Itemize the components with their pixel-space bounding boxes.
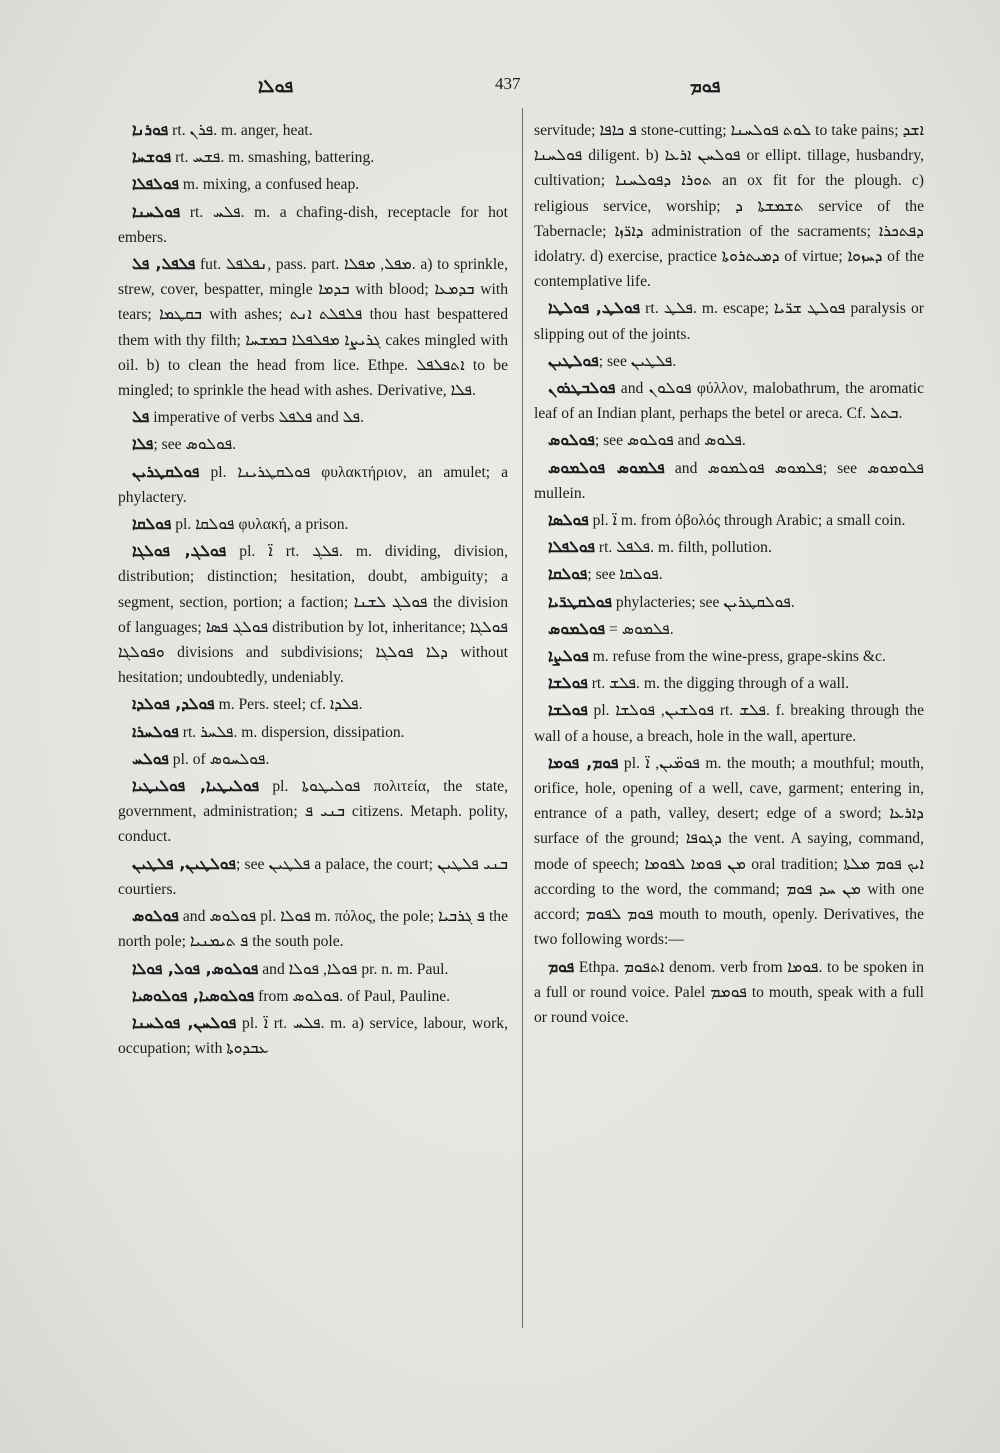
dictionary-entry — [118, 904, 508, 954]
definition-text: pl. ܦܘܡ̈ܝܢ, ܐ̈ m. the mouth; a mouthful; mouth, orifice, hole, opening of a well, cave, garment; entering in, entrance of a path, valley, desert; edge of a sword; ܕܐܪܥܐ surface of the ground; ܕܓܘܦܐ the vent. A saying, command, mode of speech; ܡܢ ܦܘܡܐ ܠܦܘܡܐ oral tradition; ܐܝܟ ܦܘܡ ܡܠܬܐ according to the word, the command; ܡܢ ܚܕ ܦܘܡ with one accord; ܦܘܡ ܠܦܘܡ mouth to mouth, openly. Derivatives, the two following words:— — [534, 754, 925, 949]
definition-text: = ܦܠܡܘܣ. — [605, 620, 674, 638]
definition-text: rt. ܦܪܢ. m. anger, heat. — [168, 122, 313, 139]
definition-text: pl. ܦܘܠܩܐ φυλακή, a prison. — [171, 516, 349, 534]
dictionary-entry — [118, 774, 508, 850]
dictionary-entry — [118, 720, 508, 745]
headword: ܦܘܠܚܢܐ — [132, 202, 181, 221]
headword: ܦܘܠܚܪܐ — [132, 722, 179, 741]
definition-text: pl. ܦܘܠܫܝܢ, ܦܘܠܫܐ rt. ܦܠܫ. f. breaking through the wall of a house, a breach, hole in the wall, aperture. — [534, 702, 925, 745]
headword: ܦܘܠܦܠܐ — [132, 175, 179, 194]
right-column — [534, 118, 924, 1032]
dictionary-entry — [534, 751, 924, 953]
headword: ܦܠܦܠ, ܦܠ — [132, 255, 196, 274]
headword: ܦܘܠܓ, ܦܘܠܓܐ — [132, 542, 227, 561]
headword: ܦܘܠܩܛܪܝܢ — [132, 462, 200, 481]
headword: ܦܘܠܦܠܐ — [548, 538, 595, 557]
dictionary-entry — [534, 376, 924, 426]
headword: ܦܘܠܘܣ, ܦܘܠ, ܦܘܠܐ — [132, 959, 259, 978]
dictionary-entry — [118, 747, 508, 772]
definition-text: rt. ܦܠܛ. m. escape; ܦܘܠܛ ܫܪ̈ܝܐ paralysis or slipping out of the joints. — [534, 300, 924, 343]
definition-text: pl. of ܦܘܠܚܘܣ. — [168, 750, 270, 768]
definition-text: ; see ܦܠܛܝܢ. — [598, 352, 677, 370]
headword: ܦܘܠܕ, ܦܘܠܕܐ — [132, 695, 215, 714]
definition-text: Ethpa. ܐܬܦܘܡ denom. verb from ܦܘܡܐ. to be spoken in a full or round voice. Palel ܦܘܡܡ to mouth, speak with a full or round voice. — [534, 958, 925, 1026]
page-number: 437 — [495, 74, 521, 93]
headword: ܦܘܠܩܛܪ̈ܝܐ — [548, 592, 612, 611]
definition-text: ; see ܦܘܠܘܣ. — [153, 436, 237, 454]
headword: ܦܘܠܚ — [132, 749, 169, 768]
definition-text: ; see ܦܘܠܩܐ. — [587, 566, 663, 584]
definition-text: fut. ܢܦܠܦܠ, pass. part. ܡܦܠ, ܡܦܠܐ. a) to sprinkle, strew, cover, bespatter, mingle ܒܕܡܐ with blood; ܒܕܡܥܐ with tears; ܒܩܛܡܐ with ashes; ܦܠܦܠܬ ܐܢܬ thou hast bespattered them with thy filth; ܓܪܝܨܐ ܡܦܠܦܠܐ ܒܡܫܚܐ cakes mingled with oil. b) to clean the head from lice. Ethpe. ܐܬܦܠܦܠ to be mingled; to sprinkle the head with ashes. Derivative, ܦܠܐ. — [118, 256, 509, 400]
headword: ܦܘܠܚܢ, ܦܘܠܚܢܐ — [132, 1013, 237, 1032]
dictionary-entry — [118, 984, 508, 1009]
headword: ܦܘܠܝܛܝܐ, ܦܘܠܝܛܝܐ — [132, 777, 260, 796]
headword: ܦܘܠܛܝܢ — [548, 351, 599, 370]
definition-text: pl. ܐ̈ rt. ܦܠܓ. m. dividing, division, distribution; distinction; hesitation, doubt, ambiguity; a segment, section, portion; a faction; ܦܘܠܓ ܠܫܢܐ the division of languages; ܦܘܠܓ ܦܣܐ distribution by lot, inheritance; ܦܘܠܓܐ ܘܦܘܠܓܐ divisions and subdivisions; ܕܠܐ ܦܘܠܓܐ without hesitation; undoubtedly, undeniably. — [118, 543, 508, 687]
headword: ܦܘܠܘܣ — [548, 431, 595, 450]
running-header — [130, 72, 920, 102]
headword: ܦܘܠܘܣܝܐ, ܦܘܠܘܣܝܐ — [132, 986, 255, 1005]
definition-text: rt. ܦܫܚ. m. smashing, battering. — [171, 149, 375, 167]
definition-text: m. mixing, a confused heap. — [179, 176, 360, 194]
headword: ܦܘܠܡܘܣ — [548, 619, 606, 638]
headword: ܦܠܡܘܣ ܦܘܠܡܘܣ — [548, 458, 665, 477]
definition-text: ; see ܦܘܠܘܣ and ܦܠܘܣ. — [594, 432, 746, 450]
dictionary-entry — [118, 1011, 508, 1061]
definition-text: from ܦܘܠܘܣ. of Paul, Pauline. — [254, 987, 451, 1005]
definition-text: rt. ܦܠܚܪ. m. dispersion, dissipation. — [178, 723, 405, 741]
dictionary-entry — [534, 562, 924, 587]
dictionary-entry — [534, 508, 924, 533]
column-divider — [522, 108, 523, 1328]
definition-text: pl. ܦܘܠܩܛܪܝܢܐ φυλακτήριον, an amulet; a phylactery. — [118, 463, 509, 506]
dictionary-entry — [534, 617, 924, 642]
definition-text: m. refuse from the wine-press, grape-skins &c. — [588, 648, 886, 666]
dictionary-entry — [534, 428, 924, 453]
headword: ܦܘܠܛܝܢ, ܦܠܛܝܢ — [132, 854, 236, 873]
dictionary-entry — [118, 252, 508, 403]
headword: ܦܘܪܢܐ — [132, 121, 169, 139]
definition-text: and ܦܘܠܐ, ܦܘܠܐ pr. n. m. Paul. — [258, 960, 449, 978]
definition-text: pl. ܐ̈ rt. ܦܠܚ. m. a) service, labour, work, occupation; with ܥܒܕܘܬܐ — [118, 1014, 508, 1058]
headword: ܦܘܠܨܐ — [548, 647, 589, 666]
definition-text: and ܦܘܠܘܢ φύλλον, malobathrum, the aromatic leaf of an Indian plant, perhaps the betel or areca. Cf. ܒܬܠ. — [534, 380, 925, 423]
dictionary-entry — [534, 955, 924, 1031]
header-right-word: ܦܘܡ — [690, 76, 721, 96]
definition-text: rt. ܦܠܦܠ. m. filth, pollution. — [595, 539, 772, 557]
dictionary-entry — [118, 692, 508, 717]
dictionary-entry — [118, 957, 508, 982]
headword: ܦܘܫܚܐ — [132, 148, 172, 167]
definition-text: ; see ܦܠܛܝܢ a palace, the court; ܒܢܝ ܦܠܛܝܢ courtiers. — [118, 855, 508, 898]
dictionary-entry — [118, 118, 508, 143]
dictionary-entry — [118, 852, 508, 902]
dictionary-entry — [534, 535, 924, 560]
dictionary-entry — [534, 456, 924, 506]
headword: ܦܠ — [132, 408, 150, 427]
dictionary-entry — [118, 460, 508, 510]
dictionary-entry — [118, 539, 508, 690]
dictionary-entry — [118, 432, 508, 457]
dictionary-entry — [118, 405, 508, 430]
dictionary-entry — [118, 512, 508, 537]
dictionary-entry — [118, 200, 508, 250]
definition-text: pl. ܐ̈ m. from ὀβολός through Arabic; a small coin. — [588, 512, 906, 530]
definition-text: imperative of verbs ܦܠܦܠ and ܦܠ. — [149, 409, 364, 427]
headword: ܦܘܠܩܐ — [132, 515, 172, 534]
headword: ܦܘܡ, ܦܘܡܐ — [548, 753, 619, 772]
definition-text: and ܦܠܡܘܣ ܦܘܠܡܘܣ; see ܦܠܘܡܘܣ mullein. — [534, 459, 924, 502]
definition-text: servitude; ܦ ܟܐܦܐ stone-cutting; ܠܘܬ ܦܘܠܚܢܐ to take pains; ܐܫܕ ܦܘܠܚܢܐ diligent. b) ܦܘܠܚܢ ܐܪܥܐ or ellipt. tillage, husbandry, cultivation; ܬܘܪܐ ܕܦܘܠܚܢܐ an ox fit for the plough. c) religious service, worship; ܬܫܡܫܬܐ ܕ service of the Tabernacle; ܕܐܪ̈ܙܐ administration of the sacraments; ܕܦܬܟܪܐ idolatry. d) exercise, practice ܕܡܝܬܪܘܬܐ of virtue; ܕܚܙܘܐ of the contemplative life. — [534, 122, 924, 291]
headword: ܦܘܠܘܣ — [132, 907, 179, 926]
dictionary-entry — [534, 644, 924, 669]
dictionary-entry — [534, 296, 924, 346]
headword: ܦܠܐ — [132, 435, 154, 454]
dictionary-entry — [534, 590, 924, 615]
definition-text: pl. ܦܘܠܝܛܘܬܐ πολιτεία, the state, government, administration; ܒܢܝ ܦ citizens. Metaph. polity, conduct. — [118, 778, 509, 846]
headword: ܦܘܠܫܐ — [548, 674, 588, 693]
dictionary-entry — [534, 349, 924, 374]
headword: ܦܘܡ — [548, 957, 575, 976]
headword: ܦܘܠܫܐ — [548, 701, 588, 720]
headword: ܦܘܠܒܛܪܘܢ — [548, 379, 616, 398]
dictionary-entry — [534, 118, 924, 294]
dictionary-entry — [534, 671, 924, 696]
dictionary-entry — [118, 145, 508, 170]
headword: ܦܘܠܣܐ — [548, 511, 589, 530]
headword: ܦܘܠܛ, ܦܘܠܛܐ — [548, 299, 641, 318]
headword: ܦܘܠܩܐ — [548, 565, 588, 584]
left-column — [118, 118, 508, 1063]
definition-text: and ܦܘܠܘܣ pl. ܦܘܠܐ m. πόλος, the pole; ܦ ܓܪܒܝܐ the north pole; ܦ ܬܝܡܢܝܐ the south pole. — [118, 908, 508, 951]
definition-text: m. Pers. steel; cf. ܦܠܕܐ. — [214, 696, 363, 714]
dictionary-entry — [118, 172, 508, 197]
definition-text: rt. ܦܠܫ. m. the digging through of a wall. — [587, 675, 850, 693]
definition-text: rt. ܦܠܚ. m. a chafing-dish, receptacle for hot embers. — [118, 203, 508, 246]
dictionary-entry — [534, 698, 924, 748]
header-left-word: ܦܘܠܐ — [258, 76, 294, 96]
definition-text: phylacteries; see ܦܘܠܩܛܪܝܢ. — [612, 593, 795, 611]
